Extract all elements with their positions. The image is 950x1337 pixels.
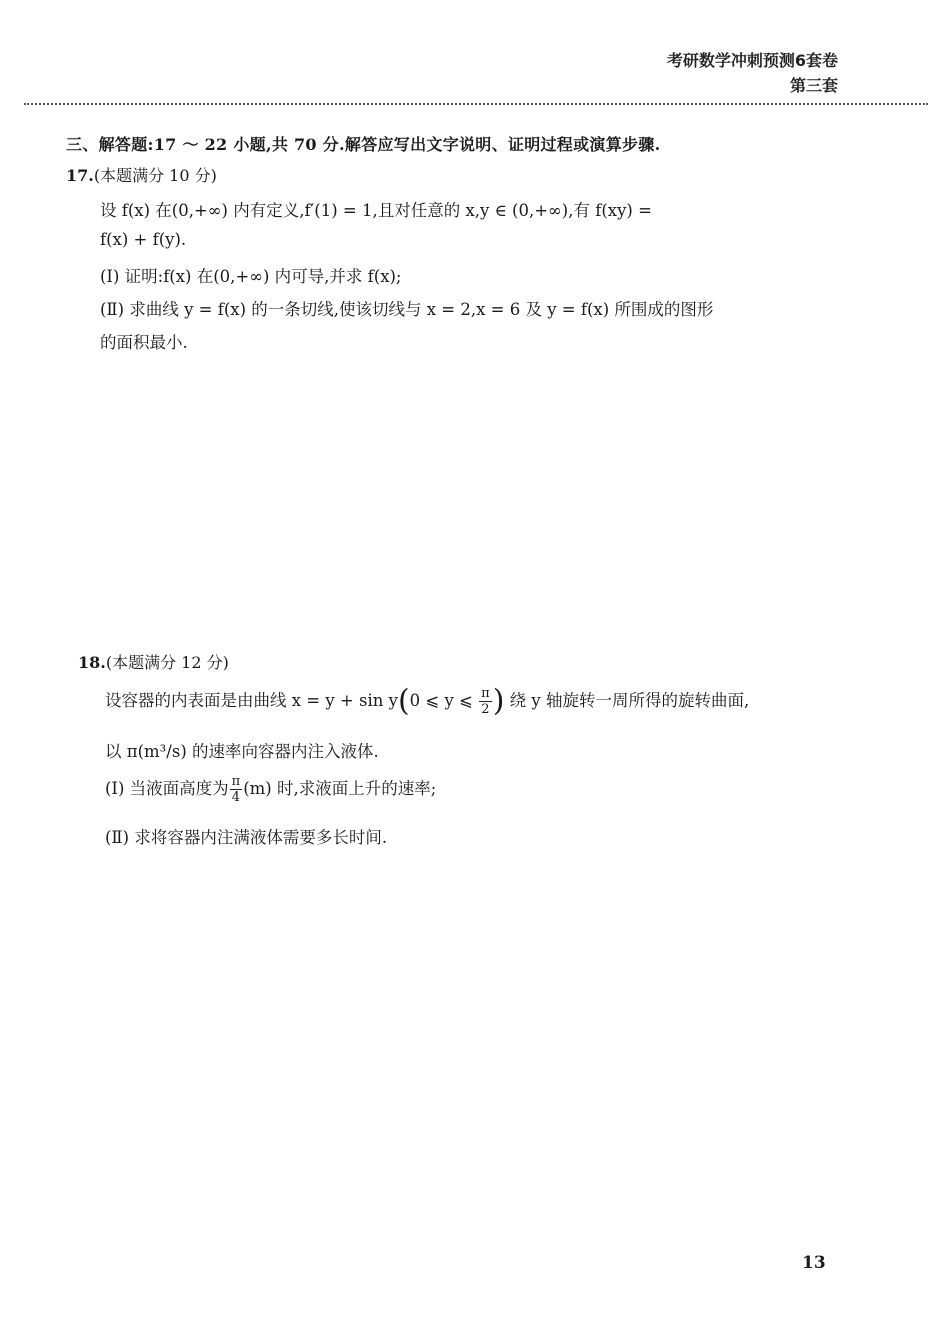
section-title: 三、解答题:17 ～ 22 小题,共 70 分.解答应写出文字说明、证明过程或演算步骤. xyxy=(66,135,661,154)
question-17-part-2-line-1: (Ⅱ) 求曲线 y = f(x) 的一条切线,使该切线与 x = 2,x = 6 及 y = f(x) 所围成的图形 xyxy=(100,300,714,319)
fraction-denominator: 4 xyxy=(231,790,241,805)
question-number: 17. xyxy=(66,166,94,185)
page-header xyxy=(667,48,838,98)
question-17-line-1: 设 f(x) 在(0,+∞) 内有定义,f′(1) = 1,且对任意的 x,y ∈ (0,+∞),有 f(xy) = xyxy=(100,201,652,220)
fraction-pi-over-4 xyxy=(230,774,243,805)
fraction-numerator: π xyxy=(231,774,241,789)
question-score: (本题满分 10 分) xyxy=(93,166,217,185)
fraction-numerator: π xyxy=(481,686,490,701)
paren-close: ) xyxy=(492,683,505,719)
question-18-line-1 xyxy=(105,683,750,719)
book-title: 考研数学冲刺预测6套卷 xyxy=(666,51,838,70)
line-text: (m) 时,求液面上升的速率; xyxy=(243,779,437,798)
line-text: (Ⅰ) 当液面高度为 xyxy=(105,779,229,798)
question-17-header xyxy=(66,163,217,186)
question-score: (本题满分 12 分) xyxy=(105,653,229,672)
question-number: 18. xyxy=(78,653,106,672)
fraction-denominator: 2 xyxy=(481,702,490,717)
question-18-line-2: 以 π(m³/s) 的速率向容器内注入液体. xyxy=(105,742,379,761)
question-17-part-2-line-2: 的面积最小. xyxy=(100,333,188,352)
question-18-part-1 xyxy=(105,774,436,805)
line-text: 绕 y 轴旋转一周所得的旋转曲面, xyxy=(509,691,750,710)
paren-open: ( xyxy=(397,683,410,719)
question-17-part-1: (Ⅰ) 证明:f(x) 在(0,+∞) 内可导,并求 f(x); xyxy=(100,267,402,286)
line-text: 设容器的内表面是由曲线 x = y + sin y xyxy=(105,691,398,710)
question-17-line-2: f(x) + f(y). xyxy=(100,230,187,249)
set-label: 第三套 xyxy=(789,76,838,95)
question-18-header xyxy=(78,650,229,673)
range-text: 0 ⩽ y ⩽ xyxy=(409,691,473,710)
fraction-pi-over-2 xyxy=(479,686,492,717)
page-number: 13 xyxy=(802,1253,826,1273)
header-divider xyxy=(24,103,928,105)
question-18-part-2: (Ⅱ) 求将容器内注满液体需要多长时间. xyxy=(105,828,388,847)
